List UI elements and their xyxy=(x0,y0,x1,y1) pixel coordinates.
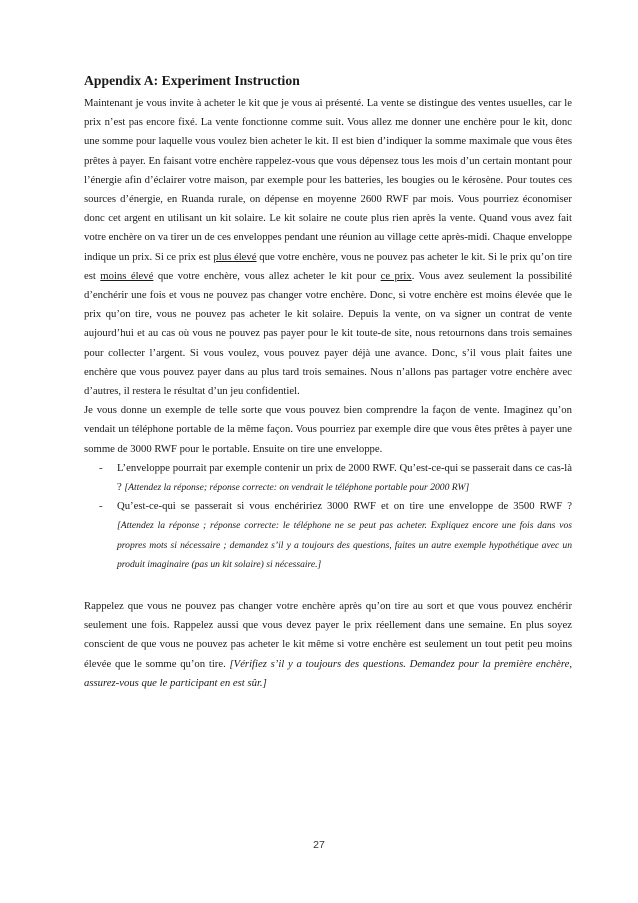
page-number: 27 xyxy=(313,839,325,851)
bullet-text: L’enveloppe pourrait par exemple contenir un prix de 2000 RWF. Qu’est-ce-qui se passerait dans ce cas-là ? xyxy=(117,461,572,494)
paragraph-text: Maintenant je vous invite à acheter le kit que je vous ai présenté. La vente se distingue des ventes usuelles, car le prix n’est pas encore fixé. La vente fonctionne comme suit. Vous allez me donner une enchère pour le kit, donc une somme pour laquelle vous voulez bien acheter le kit. Il est bien d’indiquer la somme maximale que vous êtes prêtes à payer. En faisant votre enchère rappelez-vous que vous dépensez tous les mois d’un certain montant pour l’énergie afin d’éclairer votre maison, par exemple pour les batteries, les bougies ou le kérosène. Pour toutes ces sources d’énergie, en Ruanda rurale, on dépense en moyenne 2600 RWF par mois. Vous pourriez économiser donc cet argent en utilisant un kit solaire. Le kit solaire ne coute plus rien après la vente. Quand vous avez fait votre enchère on va tirer un de ces enveloppes pendant une réunion au village cette après-midi. Chaque enveloppe indique un prix. Si ce prix est xyxy=(84,97,572,263)
instruction-paragraph xyxy=(84,94,572,574)
appendix-heading: Appendix A: Experiment Instruction xyxy=(84,73,300,88)
bullet-dash: - xyxy=(99,461,103,474)
bullet-item xyxy=(84,497,572,574)
underlined-phrase: ce prix xyxy=(380,269,412,282)
example-intro: Je vous donne un exemple de telle sorte que vous pouvez bien comprendre la façon de vente. Imaginez qu’on vendait un téléphone portable de la même façon. Vous pourriez par exemple dire que vous êtes prêtes à payer une somme de 3000 RWF pour le portable. Ensuite on tire une enveloppe. xyxy=(84,404,572,455)
bullet-note: [Attendez la réponse; réponse correcte: on vendrait le téléphone portable pour 2000 RW] xyxy=(124,482,470,494)
bullet-note: [Attendez la réponse ; réponse correcte: le téléphone ne se peut pas acheter. Expliquez encore une fois dans vos propres mots si nécessaire ; demandez s’il y a toujours des questions, faites un autre exemple hypothétique avec un produit imaginaire (pas un kit solaire) si nécessaire.] xyxy=(117,520,572,570)
instruction-note: [Vérifiez s’il y a toujours des questions. Demandez pour la première enchère, assurez-vous que le participant en est sûr.] xyxy=(84,657,573,689)
bullet-text: Qu’est-ce-qui se passerait si vous enchéririez 3000 RWF et on tire une enveloppe de 3500 RWF ? xyxy=(117,500,572,513)
paragraph-text: Rappelez que vous ne pouvez pas changer votre enchère après qu’on tire au sort et que vous pouvez enchérir seulement une fois. Rappelez aussi que vous devez payer le prix réellement dans une semaine. En plus soyez conscient de que vous ne pouvez pas acheter le kit même si votre enchère est seulement un tout petit peu moins élevée que le somme qu’on tire. xyxy=(84,600,572,670)
reminder-paragraph xyxy=(84,597,572,693)
paragraph-text: que votre enchère, vous allez acheter le kit pour xyxy=(157,269,377,282)
paragraph-text: que votre enchère, vous ne pouvez pas acheter le kit. Si le prix qu’on tire est xyxy=(84,250,573,282)
underlined-phrase: moins élevé xyxy=(100,269,154,282)
underlined-phrase: plus élevé xyxy=(213,250,257,263)
paragraph-text: . Vous avez seulement la possibilité d’enchérir une fois et vous ne pouvez pas changer votre enchère. Donc, si votre enchère est moins élevée que le prix qu’on tire, vous ne pouvez pas acheter le kit solaire. Depuis la vente, on va signer un contrat de vente aujourd’hui et au cas où vous ne pouvez pas payer pour le kit toute-de site, nous retournons dans trois semaines pour collecter l’argent. Si vous voulez, vous pouvez payer déjà une avance. Donc, s’il vous plait faites une enchère que vous pouvez payer dans au plus tard trois semaines. Nous n’allons pas partager votre enchère avec d’autres, il restera le résultat d’un jeu confidentiel. xyxy=(84,269,573,398)
bullet-item xyxy=(84,459,572,497)
bullet-dash: - xyxy=(99,500,103,513)
